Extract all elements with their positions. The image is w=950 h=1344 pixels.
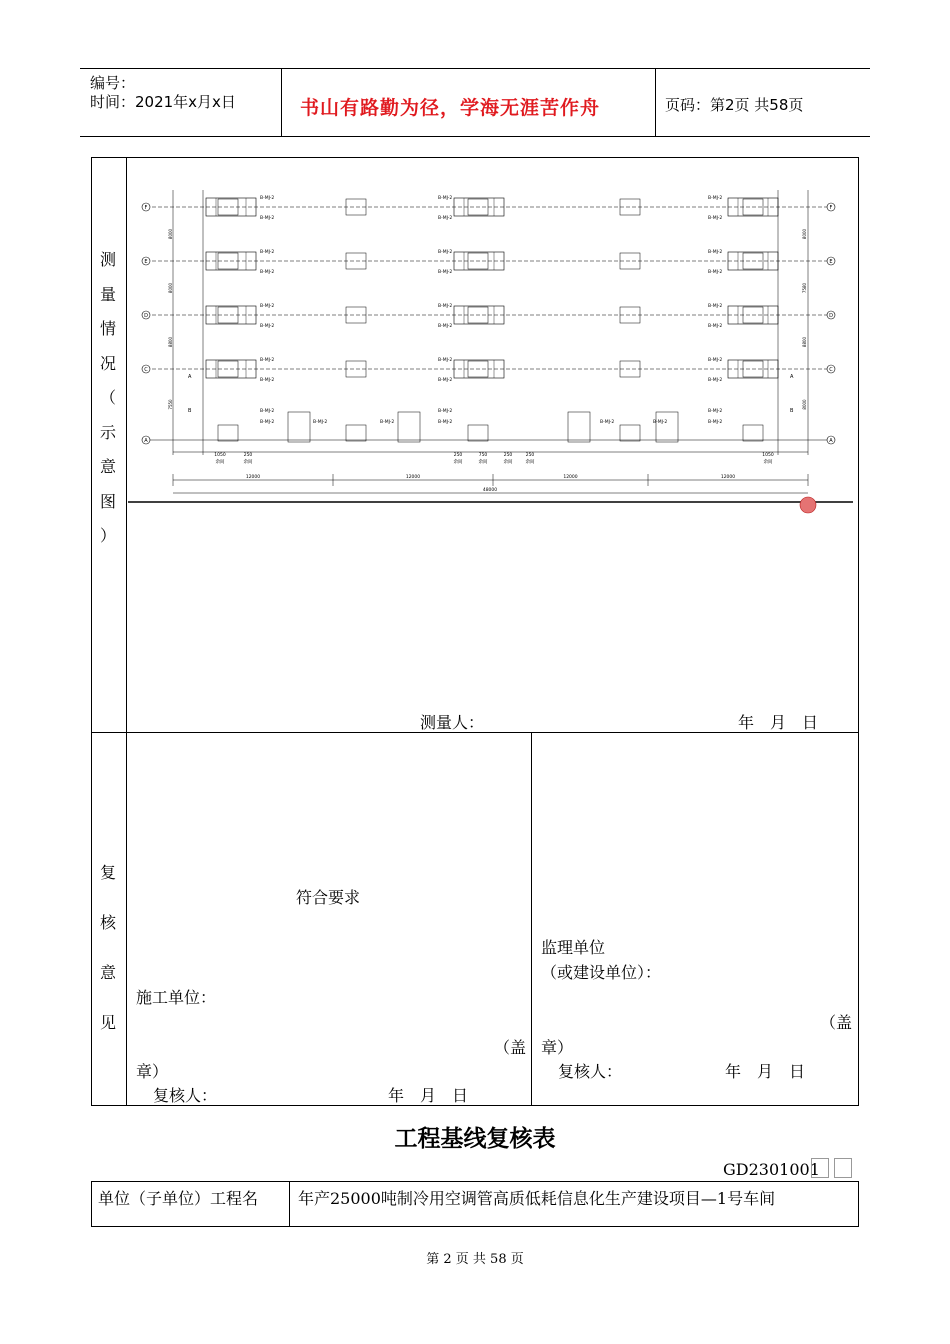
member-tag: B-MJ-2 (600, 420, 615, 425)
member-tag: B-MJ-2 (438, 304, 453, 309)
unit-value: 年产25000吨制冷用空调管高质低耗信息化生产建设项目—1号车间 (298, 1189, 776, 1208)
review-mid-divider (531, 732, 532, 1106)
pit-box (656, 412, 678, 442)
member-tag: B-MJ-2 (708, 358, 723, 363)
member-tag: B-MJ-2 (260, 409, 275, 414)
member-tag: B-MJ-2 (260, 378, 275, 383)
member-tag: B-MJ-2 (438, 378, 453, 383)
axis-label: C (829, 367, 833, 373)
bottom-dim: 250 (243, 453, 253, 458)
side-char: （ (99, 388, 116, 407)
right-dim: 8000 (802, 228, 807, 240)
header-divider-2 (655, 68, 656, 136)
unit-label: 单位（子单位）工程名 (98, 1189, 259, 1208)
pit-box (288, 412, 310, 442)
member-tag: B-MJ-2 (313, 420, 328, 425)
supervisor-reviewer-label: 复核人： (558, 1062, 623, 1081)
member-tag: B-MJ-2 (438, 324, 453, 329)
left-dim: 8000 (168, 228, 173, 240)
left-dim: 8800 (168, 336, 173, 348)
member-tag: B-MJ-2 (438, 420, 453, 425)
review-col-divider (126, 732, 127, 1106)
form-code-box-2 (834, 1158, 852, 1178)
member-tag: B-MJ-2 (260, 304, 275, 309)
column-box (468, 425, 488, 441)
axis-label: A (144, 438, 148, 444)
side-char: 核 (99, 913, 116, 932)
member-tag: B-MJ-2 (438, 216, 453, 221)
member-tag: B-MJ-2 (438, 358, 453, 363)
span-dim: 12000 (245, 475, 261, 480)
section-mark: A (790, 374, 794, 380)
side-char: 量 (99, 284, 116, 304)
span-dim: 12000 (563, 475, 578, 480)
member-tag: B-MJ-2 (260, 324, 275, 329)
column-box (346, 425, 366, 441)
axis-label: A (829, 438, 833, 444)
survey-date: 年 月 日 (738, 713, 819, 732)
member-tag: B-MJ-2 (708, 250, 723, 255)
bottom-dim: 1050 (214, 453, 226, 458)
member-tag: B-MJ-2 (708, 196, 723, 201)
axis-label: F (144, 205, 148, 211)
member-tag: B-MJ-2 (438, 196, 453, 201)
side-char: 测 (99, 250, 116, 269)
header-top-rule (80, 68, 870, 69)
axis-label: D (829, 313, 833, 319)
pit-box (568, 412, 590, 442)
member-tag: B-MJ-2 (260, 358, 275, 363)
member-tag: B-MJ-2 (708, 409, 723, 414)
member-tag: B-MJ-2 (708, 270, 723, 275)
supervisor-review-date: 年 月 日 (725, 1062, 806, 1081)
contractor-reviewer-label: 复核人： (153, 1086, 218, 1105)
axis-label: F (829, 205, 833, 211)
surveyor-label: 测量人： (420, 713, 485, 732)
room-label: 余间 (215, 460, 225, 465)
pit-box (398, 412, 420, 442)
right-dim: 8000 (802, 399, 807, 410)
header-code-label: 编号： (90, 74, 136, 92)
room-label: 余间 (503, 460, 513, 465)
measure-col-divider (126, 157, 127, 733)
member-tag: B-MJ-2 (708, 304, 723, 309)
axis-label: E (144, 259, 148, 265)
room-label: 余间 (478, 460, 488, 465)
header-bottom-rule (80, 136, 870, 137)
column-box (743, 425, 763, 441)
side-char: 图 (99, 491, 116, 511)
side-char: 况 (99, 353, 116, 373)
member-tag: B-MJ-2 (708, 324, 723, 329)
total-dim: 48000 (482, 488, 498, 493)
axis-label: C (144, 367, 148, 373)
bottom-dim: 250 (453, 453, 463, 458)
member-tag: B-MJ-2 (438, 250, 453, 255)
header-motto: 书山有路勤为径，学海无涯苦作舟 (300, 97, 601, 119)
member-tag: B-MJ-2 (708, 378, 723, 383)
member-tag: B-MJ-2 (438, 409, 453, 414)
column-box (620, 425, 640, 441)
axis-label: D (144, 313, 148, 319)
supervisor-sub-label: （或建设单位）： (541, 963, 662, 982)
header-divider-1 (281, 68, 282, 136)
review-conclusion: 符合要求 (296, 888, 361, 907)
side-char: 见 (99, 1013, 116, 1032)
section-mark: B (188, 408, 192, 414)
span-dim: 12000 (405, 475, 421, 480)
side-char: 意 (99, 457, 116, 476)
member-tag: B-MJ-2 (380, 420, 395, 425)
contractor-label: 施工单位： (136, 988, 217, 1007)
supervisor-label: 监理单位 (541, 938, 606, 957)
member-tag: B-MJ-2 (438, 270, 453, 275)
bottom-dim: 250 (525, 453, 535, 458)
member-tag: B-MJ-2 (708, 420, 723, 425)
room-label: 余间 (525, 460, 535, 465)
span-dim: 12000 (720, 475, 736, 480)
member-tag: B-MJ-2 (708, 216, 723, 221)
side-char: 示 (99, 422, 116, 442)
section-mark: B (790, 408, 794, 414)
left-dim: 8000 (168, 282, 173, 294)
bottom-dim: 750 (478, 453, 488, 458)
right-dim: 8800 (802, 336, 807, 348)
form-code-box-1 (811, 1158, 829, 1178)
side-char: 复 (99, 863, 116, 882)
unit-row-divider (289, 1181, 290, 1227)
member-tag: B-MJ-2 (260, 250, 275, 255)
contractor-review-date: 年 月 日 (388, 1086, 469, 1105)
member-tag: B-MJ-2 (260, 196, 275, 201)
member-tag: B-MJ-2 (260, 270, 275, 275)
footer-page-number: 第 2 页 共 58 页 (426, 1252, 524, 1267)
right-dim: 7580 (802, 282, 807, 294)
baseline-schematic-drawing (128, 180, 853, 515)
room-label: 余间 (453, 460, 463, 465)
side-char: ） (99, 526, 116, 545)
supervisor-seal-open: （盖 (820, 1013, 853, 1032)
room-label: 余间 (243, 460, 253, 465)
review-section (91, 732, 859, 1106)
header-time-label: 时间：2021年x月x日 (90, 93, 236, 111)
side-char: 情 (99, 319, 116, 338)
section-mark: A (188, 374, 192, 380)
column-box (218, 425, 238, 441)
member-tag: B-MJ-2 (260, 216, 275, 221)
axis-label: E (829, 259, 833, 265)
member-tag: B-MJ-2 (260, 420, 275, 425)
supervisor-seal-close: 章） (541, 1038, 574, 1057)
member-tag: B-MJ-2 (653, 420, 668, 425)
room-label: 余间 (763, 460, 773, 465)
bottom-dim: 250 (503, 453, 513, 458)
form-title: 工程基线复核表 (394, 1126, 556, 1152)
red-marker (800, 497, 816, 513)
form-code: GD2301001 (723, 1160, 820, 1179)
side-char: 意 (99, 963, 116, 982)
header-page-info: 页码：第2页 共58页 (665, 96, 804, 114)
bottom-dim: 1050 (762, 453, 774, 458)
contractor-seal-close: 章） (136, 1062, 169, 1081)
contractor-seal-open: （盖 (494, 1038, 527, 1057)
left-dim: 7550 (168, 399, 173, 410)
